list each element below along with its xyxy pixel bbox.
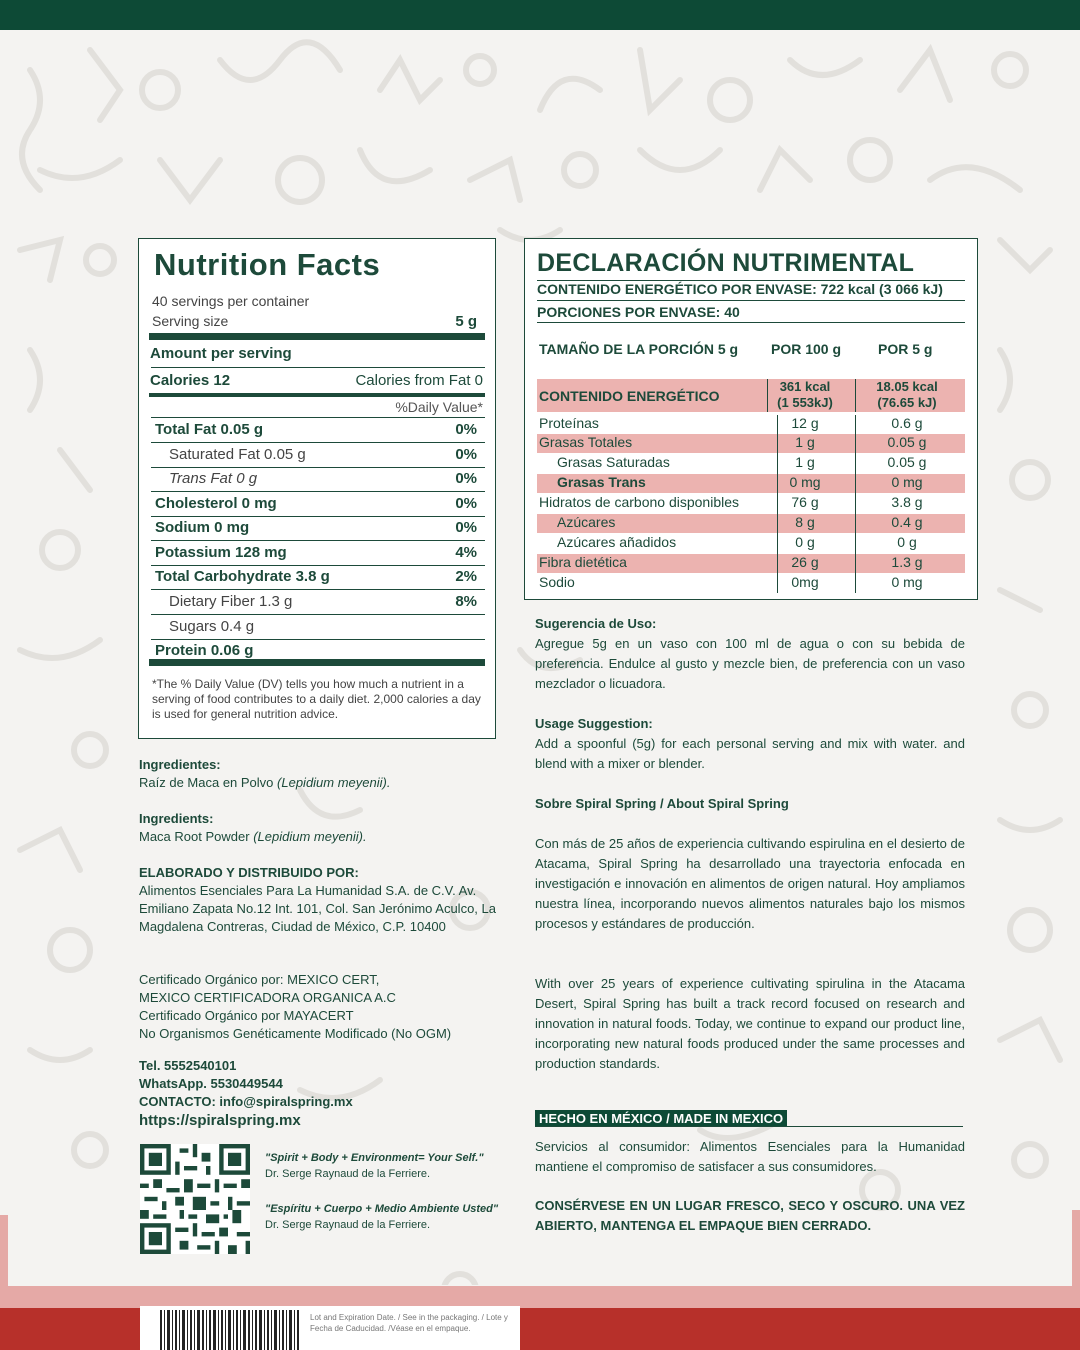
quote-es [265, 1201, 498, 1233]
divider [151, 565, 485, 566]
nutrient-label: Grasas Totales [539, 434, 633, 450]
value-5g: 0.4 g [891, 514, 923, 530]
divider [151, 540, 485, 541]
cert-line: Certificado Orgánico por MAYACERT [139, 1008, 354, 1023]
nutrient-label: Azúcares [557, 514, 616, 530]
nutrient-pct: 2% [455, 568, 477, 585]
nutrient-label: Sodio [539, 574, 575, 590]
nutrient-label: Hidratos de carbono disponibles [539, 494, 740, 510]
divider [151, 639, 485, 640]
sugerencia-heading: Sugerencia de Uso: [535, 616, 657, 631]
column-separator [855, 379, 856, 412]
nutrient-row [537, 574, 965, 593]
energy-5g [867, 379, 947, 411]
calories-from-fat: Calories from Fat 0 [355, 372, 483, 389]
value-100g: 12 g [791, 415, 819, 431]
col-5g: POR 5 g [878, 341, 933, 357]
divider [151, 442, 485, 443]
phone: Tel. 5552540101 [139, 1058, 237, 1073]
value-5g: 0.05 g [887, 454, 927, 470]
certificacion-block [139, 971, 499, 1043]
usage-heading: Usage Suggestion: [535, 716, 653, 731]
cert-line: No Organismos Genéticamente Modificado (No OGM) [139, 1026, 452, 1041]
serving-size-label: Serving size [152, 313, 229, 329]
divider [151, 589, 485, 590]
col-porcion: TAMAÑO DE LA PORCIÓN 5 g [539, 341, 739, 357]
nutrient-row [537, 534, 965, 553]
ingredientes-name: Raíz de Maca en Polvo [139, 775, 274, 790]
nutrient-label: Total Carbohydrate 3.8 g [155, 568, 330, 585]
quote-es-author: Dr. Serge Raynaud de la Ferriere. [265, 1219, 431, 1231]
usage-block [535, 714, 965, 774]
about-en: With over 25 years of experience cultivating spirulina in the Atacama Desert, Spiral Spring has built a track record focused on research and innovation in natural foods. Today, we continue to expand our product line, incorporating new natural foods produced under the same processes and production standards. [535, 976, 965, 1071]
nutrient-pct: 8% [455, 593, 477, 610]
divider [537, 322, 965, 323]
divider [151, 491, 485, 492]
ingredientes-block [139, 756, 499, 792]
energy-100g-kcal: 361 kcal [779, 379, 831, 394]
about-heading-block [535, 794, 965, 814]
energy-row [537, 379, 965, 412]
divider [151, 467, 485, 468]
value-100g: 8 g [795, 514, 815, 530]
nutrient-pct: 0% [455, 495, 477, 512]
servings-per-container: 40 servings per container [152, 293, 310, 309]
divider [151, 367, 485, 368]
nutrient-label: Fibra dietética [539, 554, 627, 570]
value-100g: 0 mg [789, 474, 821, 490]
divider [151, 417, 485, 418]
top-bar [0, 0, 1080, 30]
value-5g: 0.6 g [891, 415, 923, 431]
column-separator [855, 415, 856, 593]
barcode [160, 1310, 300, 1350]
qr-code[interactable] [140, 1144, 250, 1254]
nutrient-row [537, 514, 965, 533]
nutrient-label: Total Fat 0.05 g [155, 421, 264, 438]
value-100g: 0mg [791, 574, 819, 590]
nutrient-label: Grasas Trans [557, 474, 646, 490]
nutrient-label: Trans Fat 0 g [169, 470, 258, 487]
amount-per-serving: Amount per serving [150, 345, 292, 362]
energy-100g-kj: (1 553kJ) [777, 395, 833, 410]
nutrient-pct: 0% [455, 446, 477, 463]
ingredientes-heading: Ingredientes: [139, 757, 221, 772]
website-link[interactable]: https://spiralspring.mx [139, 1112, 301, 1129]
contact-email: CONTACTO: info@spiralspring.mx [139, 1094, 353, 1109]
nutrient-label: Azúcares añadidos [557, 534, 677, 550]
contenido-envase: CONTENIDO ENERGÉTICO POR ENVASE: 722 kcal (3 066 kJ) [537, 281, 943, 297]
sugerencia-text: Agregue 5g en un vaso con 100 ml de agua o con su bebida de preferencia. Endulce al gusto y mezcle bien, de preferencia con un vaso mezclador o licuadora. [535, 636, 965, 691]
elaborado-heading: ELABORADO Y DISTRIBUIDO POR: [139, 865, 359, 880]
bottom-band-pink [0, 1286, 1080, 1308]
nutrient-pct: 4% [455, 544, 477, 561]
nutrient-label: Cholesterol 0 mg [155, 495, 277, 512]
energy-100g [777, 379, 833, 411]
value-5g: 3.8 g [891, 494, 923, 510]
ingredients-text [139, 828, 499, 846]
nutrient-row [537, 415, 965, 434]
energy-5g-kj: (76.65 kJ) [877, 395, 937, 410]
usage-text: Add a spoonful (5g) for each personal serving and mix with water. and blend with a mixer or blender. [535, 736, 965, 771]
value-5g: 0 mg [891, 574, 923, 590]
divider [151, 516, 485, 517]
declaracion-nutrimental-panel [524, 238, 978, 600]
barcode-area [140, 1306, 520, 1350]
nutrient-row [537, 474, 965, 493]
nutrient-label: Protein 0.06 g [155, 642, 254, 659]
value-5g: 0 mg [891, 474, 923, 490]
nutrient-label: Sodium 0 mg [155, 519, 250, 536]
divider [149, 659, 485, 666]
ingredientes-latin: (Lepidium meyenii). [277, 775, 391, 790]
column-separator [777, 415, 778, 593]
value-5g: 0.05 g [887, 434, 927, 450]
nutrient-pct: 0% [455, 470, 477, 487]
divider [535, 1126, 963, 1127]
nutrient-pct: 0% [455, 421, 477, 438]
nutrient-label: Grasas Saturadas [557, 454, 670, 470]
cert-line: MEXICO CERTIFICADORA ORGANICA A.C [139, 990, 396, 1005]
serving-size-value: 5 g [455, 313, 477, 330]
daily-value-footnote: *The % Daily Value (DV) tells you how much a nutrient in a serving of food contributes to a daily diet. 2,000 calories a day is used for general nutrition advice. [152, 677, 481, 721]
nutrient-label: Sugars 0.4 g [169, 618, 255, 635]
about-heading: Sobre Spiral Spring / About Spiral Spring [535, 796, 789, 811]
value-5g: 1.3 g [891, 554, 923, 570]
quote-es-text: "Espíritu + Cuerpo + Medio Ambiente Usted" [265, 1203, 499, 1215]
daily-value-header: %Daily Value* [395, 399, 483, 415]
elaborado-block [139, 864, 499, 936]
value-100g: 1 g [795, 454, 815, 470]
servicios-consumidor: Servicios al consumidor: Alimentos Esenciales para la Humanidad mantiene el compromiso de satisfacer a sus consumidores. [535, 1139, 965, 1174]
value-100g: 76 g [791, 494, 819, 510]
sugerencia-block [535, 614, 965, 694]
cert-line: Certificado Orgánico por: MEXICO CERT, [139, 972, 380, 987]
ingredients-latin: (Lepidium meyenii). [253, 829, 367, 844]
lot-expiration-text: Lot and Expiration Date. / See in the packaging. / Lote y Fecha de Caducidad. /Véase en el empaque. [310, 1313, 508, 1333]
nutrient-row [537, 494, 965, 513]
energy-5g-kcal: 18.05 kcal [876, 379, 938, 394]
divider [149, 333, 485, 340]
col-100g: POR 100 g [771, 341, 842, 357]
contact-block [139, 1057, 499, 1111]
nutrient-row [537, 454, 965, 473]
nutrient-row [537, 434, 965, 453]
about-es: Con más de 25 años de experiencia cultivando espirulina en el desierto de Atacama, Spiral Spring ha desarrollado una trayectoria enfocada en investigación e innovación en alimentos de origen natural. Hoy ampliamos nuestra línea, incorporando nuevos alimentos naturales bajo los mismos procesos y estándares de producción. [535, 836, 965, 931]
storage-instructions: CONSÉRVESE EN UN LUGAR FRESCO, SECO Y OSCURO. UNA VEZ ABIERTO, MANTENGA EL EMPAQUE BIEN CERRADO. [535, 1198, 965, 1233]
nutrition-facts-panel [138, 238, 496, 739]
elaborado-text: Alimentos Esenciales Para La Humanidad S.A. de C.V. Av. Emiliano Zapata No.12 Int. 101, Col. San Jerónimo Aculco, La Magdalena Contreras, Ciudad de México, C.P. 10400 [139, 883, 496, 934]
quote-en-author: Dr. Serge Raynaud de la Ferriere. [265, 1168, 431, 1180]
divider [151, 614, 485, 615]
quote-en-text: "Spirit + Body + Environment= Your Self." [265, 1152, 484, 1164]
quote-en [265, 1150, 484, 1182]
energy-label: CONTENIDO ENERGÉTICO [539, 388, 720, 404]
made-in-mexico-badge: HECHO EN MÉXICO / MADE IN MEXICO [535, 1110, 787, 1127]
nutrient-label: Dietary Fiber 1.3 g [169, 593, 293, 610]
ingredients-block [139, 810, 499, 846]
ingredients-heading: Ingredients: [139, 811, 214, 826]
nutrient-row [537, 554, 965, 573]
ingredientes-text [139, 774, 499, 792]
nutrition-facts-title: Nutrition Facts [154, 247, 381, 282]
nutrient-pct: 0% [455, 519, 477, 536]
ingredients-name: Maca Root Powder [139, 829, 250, 844]
calories: Calories 12 [150, 372, 231, 389]
declaracion-title: DECLARACIÓN NUTRIMENTAL [537, 249, 915, 277]
whatsapp: WhatsApp. 5530449544 [139, 1076, 283, 1091]
nutrient-label: Potassium 128 mg [155, 544, 287, 561]
divider [537, 300, 965, 301]
nutrient-label: Saturated Fat 0.05 g [169, 446, 306, 463]
value-100g: 0 g [795, 534, 815, 550]
porciones-envase: PORCIONES POR ENVASE: 40 [537, 304, 740, 320]
value-5g: 0 g [897, 534, 917, 550]
column-separator [767, 379, 768, 412]
value-100g: 26 g [791, 554, 819, 570]
nutrient-label: Proteínas [539, 415, 599, 431]
value-100g: 1 g [795, 434, 815, 450]
divider [149, 393, 485, 397]
